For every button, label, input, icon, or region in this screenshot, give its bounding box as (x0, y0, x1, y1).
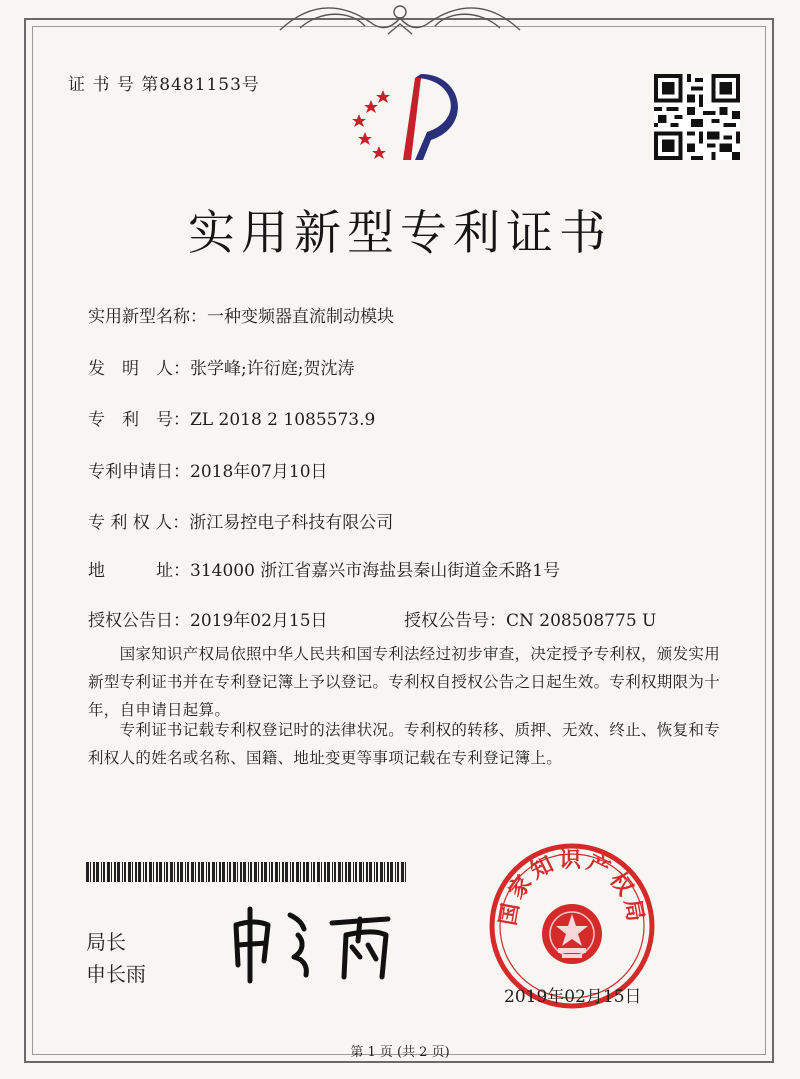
field-label: 授权公告号： (404, 611, 506, 631)
barcode-bar (269, 862, 270, 882)
barcode-bar (338, 862, 341, 882)
barcode-bar (174, 862, 175, 882)
director-signature-icon (228, 895, 406, 985)
barcode-bar (366, 862, 368, 882)
barcode-bar (153, 862, 154, 882)
paragraph-line: 专利证书记载专利权登记时的法律状况。专利权的转移、质押、无效、终止、恢复和专 (88, 721, 721, 739)
barcode-bar (342, 862, 343, 882)
barcode-bar (327, 862, 330, 882)
field-inventors (88, 354, 354, 379)
barcode-bar (185, 862, 186, 882)
field-grant-announcement-number (404, 606, 656, 631)
barcode-bar (156, 862, 158, 882)
barcode-bar (306, 862, 309, 882)
barcode-bar (243, 862, 246, 882)
certificate-title: 实用新型专利证书 (188, 206, 612, 261)
barcode-bar (397, 862, 399, 882)
paragraph-line: 年，自申请日起算。 (88, 701, 231, 719)
barcode-bar (187, 862, 189, 882)
barcode-bar (222, 862, 225, 882)
barcode-bar (86, 862, 89, 882)
barcode-bar (275, 862, 278, 882)
grant-statement-paragraph (88, 640, 721, 724)
barcode-icon (86, 862, 408, 882)
barcode-bar (180, 862, 183, 882)
field-label: 专利申请日： (88, 462, 190, 482)
barcode-bar (321, 862, 322, 882)
barcode-bar (248, 862, 249, 882)
barcode-bar (107, 862, 110, 882)
barcode-bar (264, 862, 267, 882)
barcode-bar (285, 862, 288, 882)
barcode-bar (359, 862, 362, 882)
barcode-bar (96, 862, 99, 882)
barcode-bar (395, 862, 396, 882)
field-label: 实用新型名称： (88, 307, 207, 327)
field-value: ZL 2018 2 1085573.9 (190, 410, 376, 430)
patent-office-logo-icon (345, 70, 475, 170)
barcode-bar (300, 862, 301, 882)
barcode-bar (149, 862, 152, 882)
barcode-bar (380, 862, 383, 882)
field-address (88, 556, 560, 581)
barcode-bar (369, 862, 372, 882)
field-label: 专 利 号： (88, 410, 190, 430)
ornament-icon (270, 0, 530, 38)
paragraph-line: 利权人的姓名或名称、国籍、地址变更等事项记载在专利登记簿上。 (88, 749, 563, 767)
barcode-bar (212, 862, 215, 882)
barcode-bar (159, 862, 162, 882)
field-label: 地 址： (88, 561, 190, 581)
barcode-bar (290, 862, 291, 882)
barcode-bar (164, 862, 165, 882)
barcode-bar (93, 862, 95, 882)
barcode-bar (254, 862, 257, 882)
barcode-bar (405, 862, 406, 882)
barcode-bar (206, 862, 207, 882)
barcode-bar (233, 862, 236, 882)
barcode-bar (145, 862, 147, 882)
barcode-bar (198, 862, 200, 882)
barcode-bar (271, 862, 273, 882)
barcode-bar (353, 862, 354, 882)
barcode-bar (240, 862, 242, 882)
barcode-bar (177, 862, 179, 882)
barcode-bar (101, 862, 102, 882)
paragraph-line: 国家知识产权局依照中华人民共和国专利法经过初步审查，决定授予专利权，颁发实用 (88, 645, 721, 663)
field-label: 专 利 权 人： (88, 513, 190, 533)
field-patentee (88, 508, 393, 533)
barcode-bar (111, 862, 112, 882)
barcode-bar (170, 862, 173, 882)
certificate-number: 证 书 号 第8481153号 (68, 75, 260, 95)
barcode-bar (191, 862, 194, 882)
qr-code-icon (654, 74, 740, 160)
seal-text: 国家知识产权局 (494, 847, 650, 928)
field-value: CN 208508775 U (506, 611, 657, 631)
legal-status-paragraph (88, 716, 721, 772)
barcode-bar (219, 862, 221, 882)
barcode-bar (334, 862, 336, 882)
field-label: 发 明 人： (88, 359, 190, 379)
field-grant-announcement-date (88, 606, 328, 631)
barcode-bar (166, 862, 168, 882)
barcode-bar (355, 862, 357, 882)
barcode-bar (143, 862, 144, 882)
barcode-bar (117, 862, 120, 882)
barcode-bar (258, 862, 259, 882)
barcode-bar (122, 862, 123, 882)
barcode-bar (216, 862, 217, 882)
barcode-bar (138, 862, 141, 882)
barcode-bar (324, 862, 326, 882)
field-utility-model-name (88, 302, 394, 327)
field-value: 浙江易控电子科技有限公司 (189, 513, 394, 533)
barcode-bar (279, 862, 280, 882)
barcode-bar (390, 862, 393, 882)
barcode-bar (250, 862, 252, 882)
barcode-bar (195, 862, 196, 882)
barcode-bar (384, 862, 385, 882)
barcode-bar (261, 862, 263, 882)
barcode-bar (332, 862, 333, 882)
barcode-bar (124, 862, 126, 882)
barcode-bar (292, 862, 294, 882)
barcode-bar (201, 862, 204, 882)
field-value: 一种变频器直流制动模块 (207, 307, 394, 327)
barcode-bar (401, 862, 404, 882)
director-name: 申长雨 (86, 962, 146, 986)
barcode-bar (114, 862, 116, 882)
barcode-bar (135, 862, 137, 882)
barcode-bar (227, 862, 228, 882)
barcode-bar (311, 862, 312, 882)
barcode-bar (296, 862, 299, 882)
barcode-bar (208, 862, 210, 882)
page-number: 第 1 页 (共 2 页) (350, 1045, 450, 1060)
field-value: 314000 浙江省嘉兴市海盐县秦山街道金禾路1号 (190, 561, 561, 581)
field-value: 2018年07月10日 (190, 462, 328, 482)
barcode-bar (103, 862, 105, 882)
barcode-bar (376, 862, 378, 882)
paragraph-line: 新型专利证书并在专利登记簿上予以登记。专利权自授权公告之日起生效。专利权期限为十 (88, 673, 721, 691)
barcode-bar (345, 862, 347, 882)
barcode-bar (387, 862, 389, 882)
barcode-bar (363, 862, 364, 882)
field-label: 授权公告日： (88, 611, 190, 631)
barcode-bar (90, 862, 91, 882)
barcode-bar (317, 862, 320, 882)
field-value: 2019年02月15日 (190, 611, 328, 631)
barcode-bar (229, 862, 231, 882)
barcode-bar (374, 862, 375, 882)
field-patent-number (88, 405, 375, 430)
barcode-bar (303, 862, 305, 882)
barcode-bar (348, 862, 351, 882)
barcode-bar (132, 862, 133, 882)
issue-date: 2019年02月15日 (504, 987, 642, 1007)
barcode-bar (313, 862, 315, 882)
barcode-bar (128, 862, 131, 882)
barcode-bar (282, 862, 284, 882)
director-title: 局长 (86, 930, 126, 954)
field-value: 张学峰;许衍庭;贺沈涛 (190, 359, 355, 379)
barcode-bar (237, 862, 238, 882)
field-application-date (88, 457, 328, 482)
